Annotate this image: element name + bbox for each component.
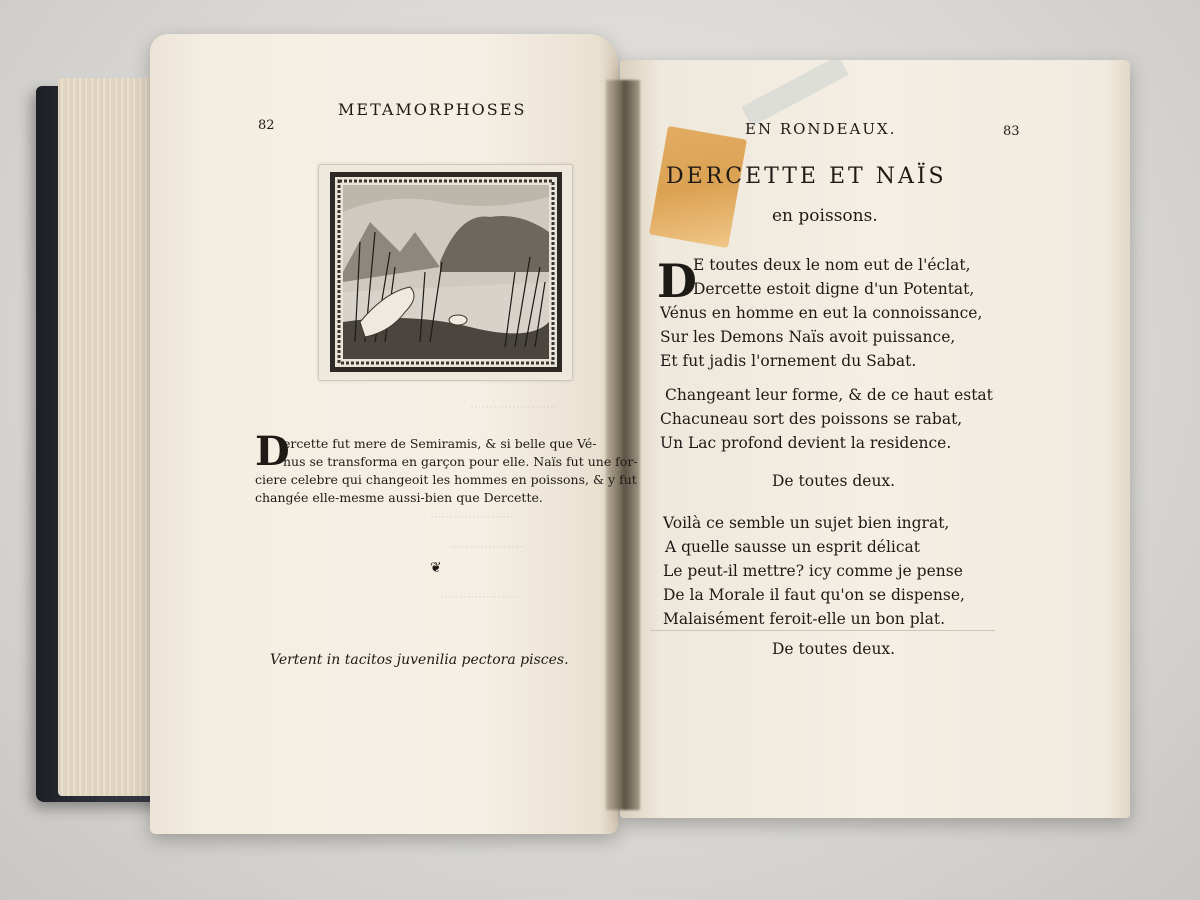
show-through-text: ······················ (430, 510, 514, 524)
poem-title: DERCETTE ET NAÏS (666, 164, 947, 189)
left-prose-line: ercette fut mere de Semiramis, & si belle que Vé- (283, 436, 597, 451)
verse-line: Sur les Demons Naïs avoit puissance, (660, 328, 956, 346)
show-through-text: ··················· (450, 540, 523, 554)
verse-line: A quelle sausse un esprit délicat (665, 538, 921, 556)
verse-line: E toutes deux le nom eut de l'éclat, (693, 256, 971, 274)
left-prose-line: nus se transforma en garçon pour elle. Naïs fut une for- (283, 454, 638, 469)
left-prose-dropcap: D (255, 428, 290, 475)
refrain: De toutes deux. (772, 472, 896, 490)
verse-line: Le peut-il mettre? icy comme je pense (663, 562, 963, 580)
verse-line: Un Lac profond devient la residence. (660, 434, 952, 452)
verse-line: Dercette estoit digne d'un Potentat, (693, 280, 975, 298)
show-through-text: ····················· (440, 590, 521, 604)
verse-line: De la Morale il faut qu'on se dispense, (663, 586, 965, 604)
paper-fold-line (650, 630, 995, 631)
stanza-dropcap: D (657, 254, 697, 308)
left-prose-line: ciere celebre qui changeoit les hommes en poissons, & y fut (255, 472, 637, 487)
verse-line: Et fut jadis l'ornement du Sabat. (660, 352, 917, 370)
verse-line: Voilà ce semble un sujet bien ingrat, (663, 514, 950, 532)
latin-motto: Vertent in tacitos juvenilia pectora pisces. (270, 652, 569, 668)
left-folio: 82 (258, 118, 275, 133)
book-gutter (606, 80, 640, 810)
refrain: De toutes deux. (772, 640, 896, 658)
verse-line: Chacuneau sort des poissons se rabat, (660, 410, 963, 428)
fleuron-ornament: ❦ (430, 560, 442, 576)
verse-line: Changeant leur forme, & de ce haut estat (665, 386, 993, 404)
engraving-illustration (330, 172, 562, 372)
right-running-head: EN RONDEAUX. (745, 120, 897, 138)
left-page (150, 34, 618, 834)
verse-line: Malaisément feroit-elle un bon plat. (663, 610, 945, 628)
right-folio: 83 (1003, 124, 1020, 139)
left-running-head: METAMORPHOSES (338, 100, 527, 119)
poem-subtitle: en poissons. (772, 206, 878, 226)
left-prose-line: changée elle-mesme aussi-bien que Dercette. (255, 490, 543, 505)
show-through-text: ······················· (470, 400, 558, 414)
verse-line: Vénus en homme en eut la connoissance, (660, 304, 983, 322)
